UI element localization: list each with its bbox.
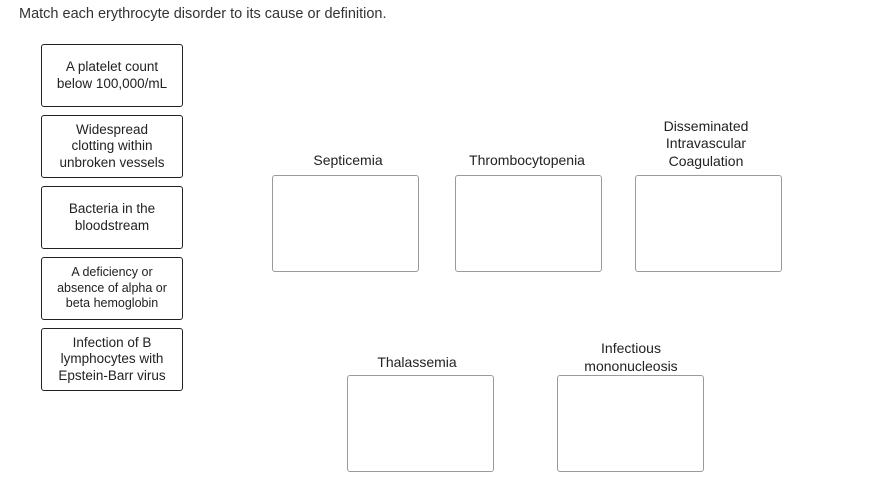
target-label-septicemia: Septicemia bbox=[313, 151, 383, 168]
target-label-thalassemia: Thalassemia bbox=[377, 353, 457, 370]
dropzone-infectious-mononucleosis[interactable] bbox=[557, 375, 704, 472]
answer-card-platelet-count[interactable]: A platelet count below 100,000/mL bbox=[41, 44, 183, 107]
target-label-infectious-mononucleosis: Infectious mononucleosis bbox=[584, 340, 678, 374]
answer-card-bacteria-bloodstream[interactable]: Bacteria in the bloodstream bbox=[41, 186, 183, 249]
target-label-thrombocytopenia: Thrombocytopenia bbox=[469, 151, 585, 168]
instruction-text: Match each erythrocyte disorder to its cause or definition. bbox=[19, 6, 387, 22]
target-label-dic: Disseminated Intravascular Coagulation bbox=[663, 117, 749, 169]
answer-card-hemoglobin-deficiency[interactable]: A deficiency or absence of alpha or beta hemoglobin bbox=[41, 257, 183, 320]
dropzone-thalassemia[interactable] bbox=[347, 375, 494, 472]
answer-card-epstein-barr[interactable]: Infection of B lymphocytes with Epstein-Barr virus bbox=[41, 328, 183, 391]
dropzone-dic[interactable] bbox=[635, 175, 782, 272]
dropzone-septicemia[interactable] bbox=[272, 175, 419, 272]
answer-card-widespread-clotting[interactable]: Widespread clotting within unbroken vessels bbox=[41, 115, 183, 178]
dropzone-thrombocytopenia[interactable] bbox=[455, 175, 602, 272]
